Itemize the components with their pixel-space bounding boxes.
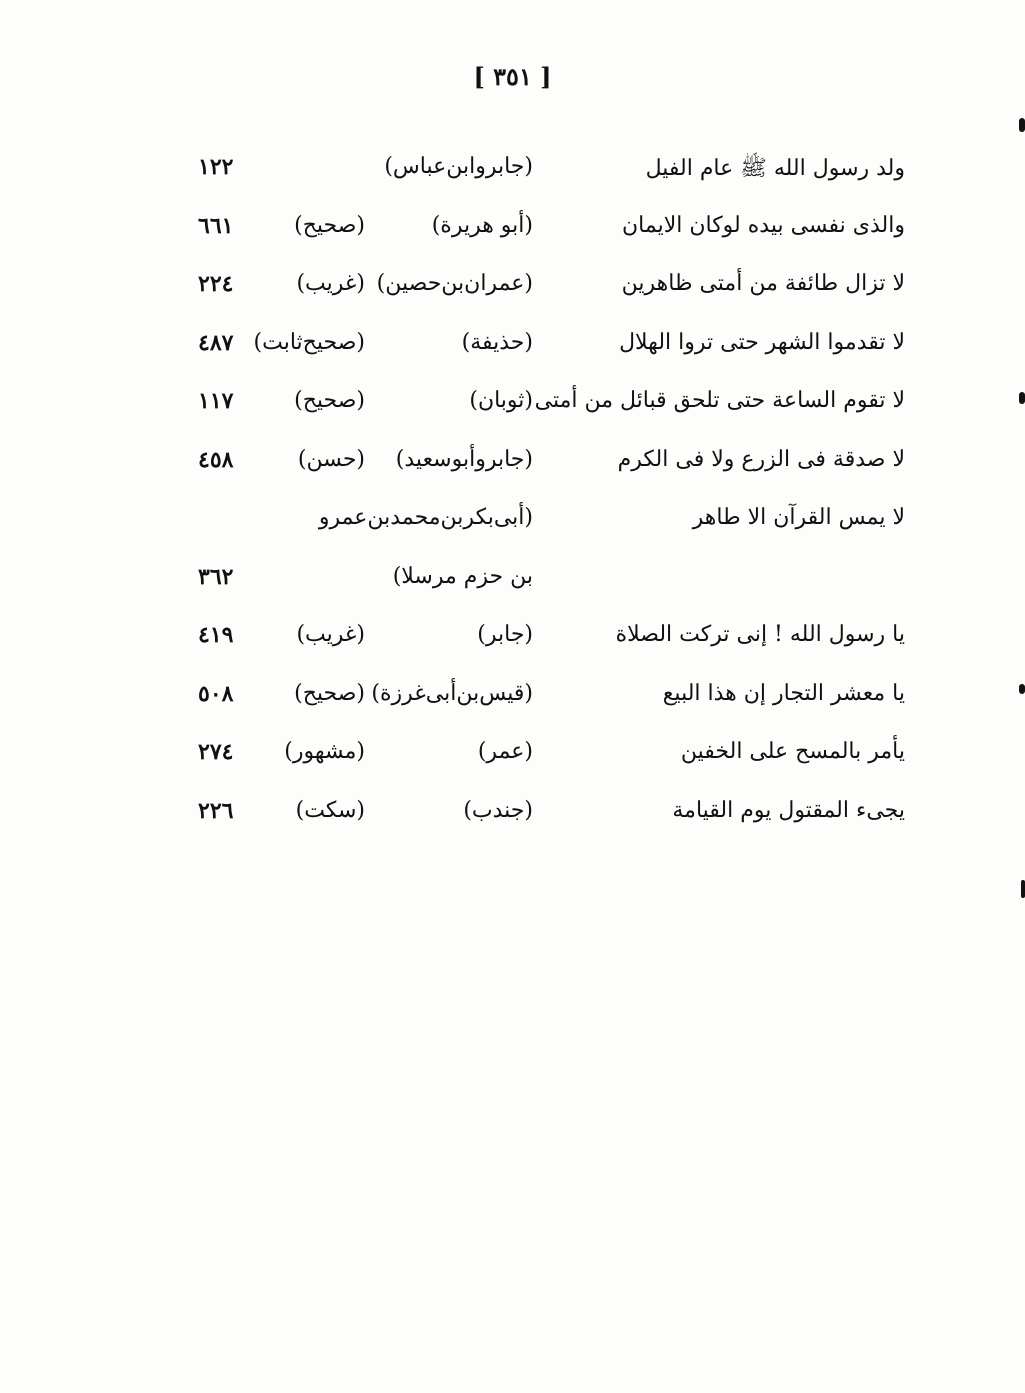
table-row [190, 150, 905, 209]
hadith-phrase: يجىء المقتول يوم القيامة [672, 797, 905, 823]
grade: (صحيح) [294, 680, 365, 706]
grade: (صحيح) [294, 212, 365, 238]
table-row [190, 326, 905, 385]
grade: (صحيح) [294, 388, 365, 413]
hadith-phrase: لا تقوم الساعة حتى تلحق قبائل من أمتى [534, 388, 905, 413]
narrator: (قيس‌بن‌أبى‌غرزة) [371, 680, 533, 706]
narrator: (عمران‌بن‌حصين) [376, 271, 533, 296]
grade: (صحيح‌ثابت) [253, 329, 365, 355]
page-ref: ٢٢٤ [198, 271, 234, 297]
narrator: (حذيفة) [461, 329, 533, 355]
edge-mark [1019, 118, 1025, 132]
narrator: (جابروأبوسعيد) [395, 446, 533, 472]
narrator: (جابروابن‌عباس) [384, 154, 533, 179]
hadith-phrase: يا معشر التجار إن هذا البيع [662, 680, 905, 706]
table-row [190, 443, 905, 502]
hadith-phrase: يا رسول الله ! إنى تركت الصلاة [615, 622, 905, 647]
page-number: [ ٣٥١ ] [473, 62, 552, 91]
page-ref: ٥٠٨ [198, 680, 234, 707]
narrator: (أبو هريرة) [431, 212, 533, 238]
edge-mark [1021, 880, 1025, 898]
narrator: (جابر) [477, 622, 533, 647]
narrator: (عمر) [477, 739, 533, 764]
hadith-phrase: لا صدقة فى الزرع ولا فى الكرم [617, 446, 905, 472]
narrator: (ثوبان) [469, 388, 533, 413]
hadith-phrase: ولد رسول الله ﷺ عام الفيل [645, 156, 905, 181]
narrator: (أبى‌بكربن‌محمدبن‌عمرو [318, 505, 533, 530]
page-ref: ٢٧٤ [198, 739, 234, 765]
hadith-phrase: لا تزال طائفة من أمتى ظاهرين [621, 271, 905, 296]
page-ref: ٦٦١ [198, 212, 234, 239]
grade: (غريب) [296, 622, 365, 647]
hadith-phrase: لا يمس القرآن الا طاهر [692, 505, 905, 530]
edge-mark [1019, 392, 1025, 404]
narrator: بن حزم مرسلا) [392, 563, 533, 589]
page-ref: ٣٦٢ [198, 563, 234, 590]
table-row [190, 384, 905, 443]
grade: (غريب) [296, 271, 365, 296]
table-row [190, 209, 905, 268]
table-row [190, 560, 905, 619]
page-ref: ١٢٢ [198, 154, 234, 180]
table-row [190, 618, 905, 677]
edge-mark [1019, 684, 1025, 694]
table-row [190, 794, 905, 853]
page-ref: ٤٨٧ [198, 329, 234, 356]
grade: (حسن) [297, 446, 365, 472]
page-ref: ٢٢٦ [198, 797, 234, 824]
hadith-index-table [190, 150, 905, 852]
hadith-phrase: والذى نفسى بيده لوكان الايمان [622, 212, 905, 238]
table-row [190, 501, 905, 560]
hadith-phrase: يأمر بالمسح على الخفين [680, 739, 905, 764]
table-row [190, 267, 905, 326]
page-ref: ٤٥٨ [198, 446, 234, 473]
page-ref: ١١٧ [198, 388, 234, 414]
grade: (سكت) [295, 797, 365, 823]
page-ref: ٤١٩ [198, 622, 234, 648]
table-row [190, 735, 905, 794]
grade: (مشهور) [284, 739, 365, 764]
hadith-phrase: لا تقدموا الشهر حتى تروا الهلال [619, 329, 905, 355]
table-row [190, 677, 905, 736]
narrator: (جندب) [463, 797, 533, 823]
